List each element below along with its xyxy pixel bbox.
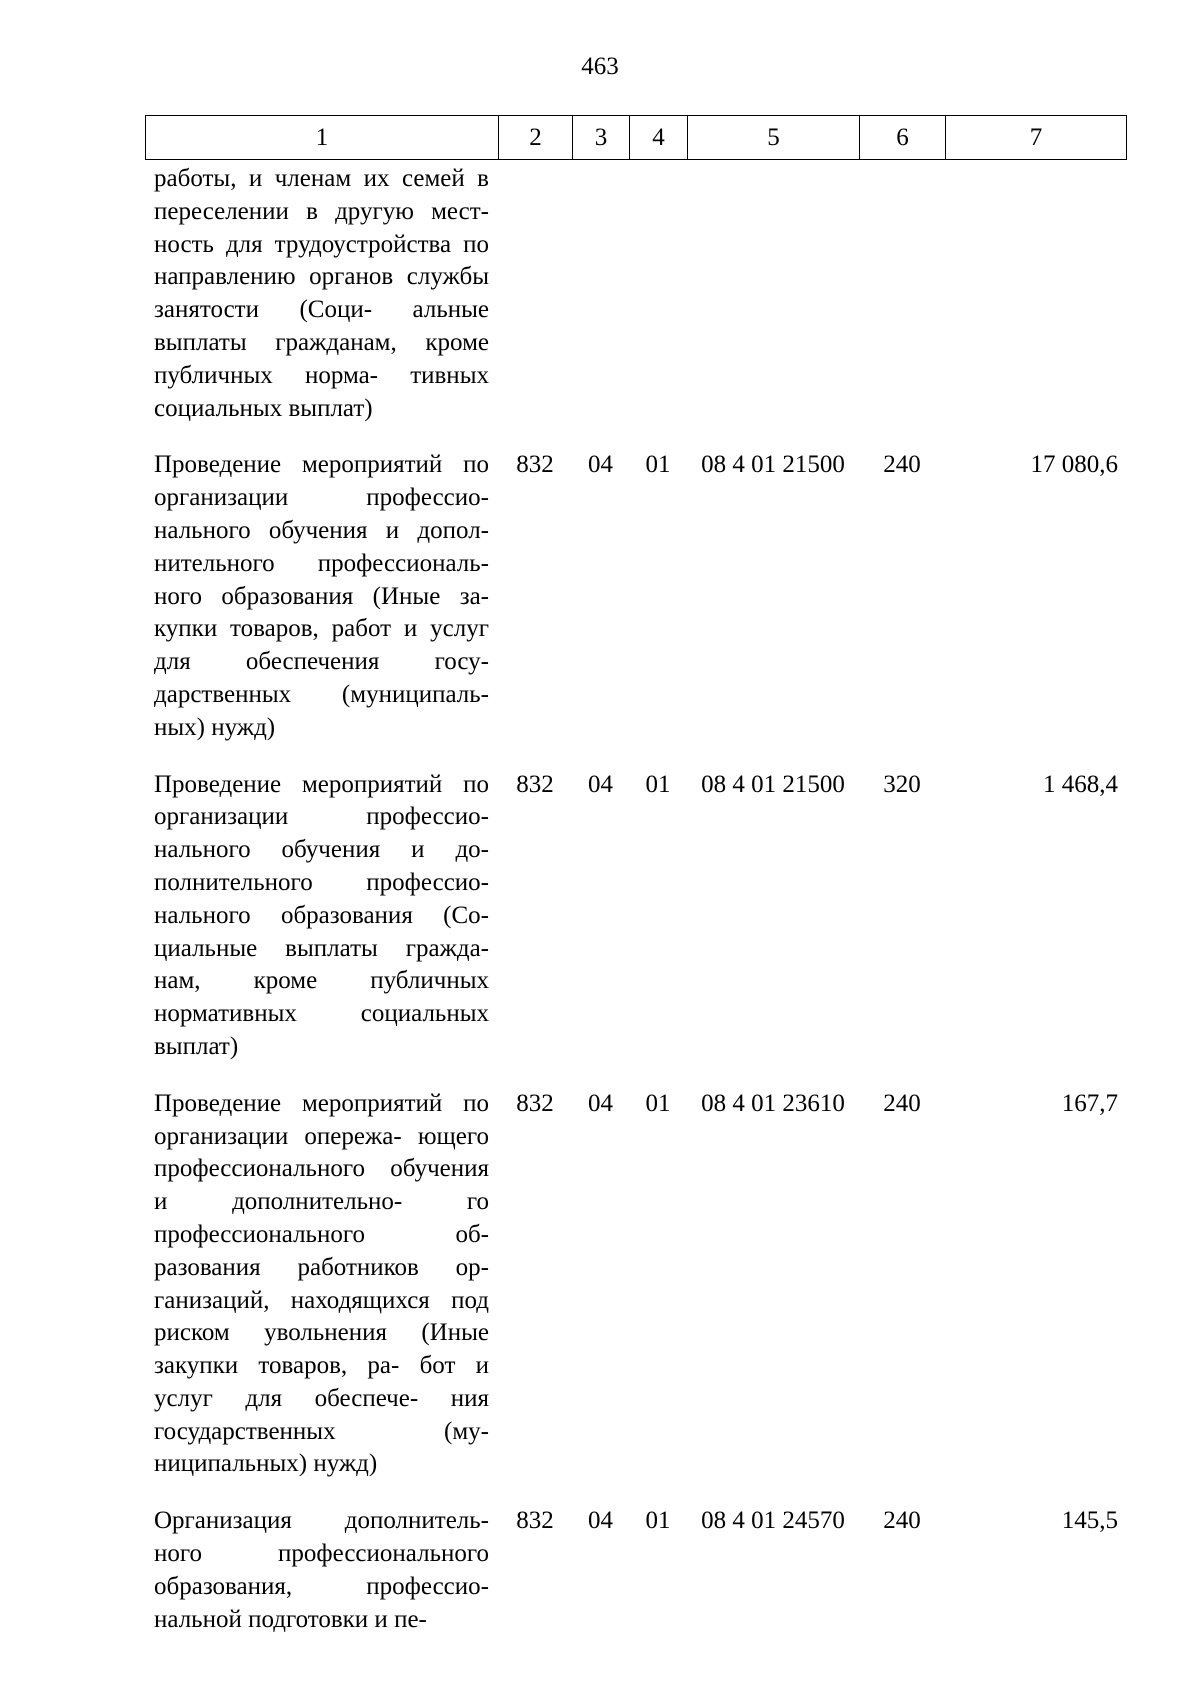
description-line: нам, кроме публичных (154, 967, 489, 995)
column-header-4: 4 (630, 116, 688, 160)
subsection-code: 01 (645, 1507, 671, 1535)
section-code: 04 (588, 1089, 613, 1117)
ministry-code: 832 (516, 451, 554, 479)
description-line: циальные выплаты гражда- (154, 934, 489, 962)
description-line: переселении в другую мест- (154, 197, 489, 225)
description-line: бот и услуг для обеспече- (154, 1352, 490, 1412)
target-article-code: 08 4 01 21500 (701, 770, 845, 798)
description-line: Проведение мероприятий по (154, 451, 489, 479)
description-line: Организация дополнитель- (154, 1507, 489, 1535)
column-header-3: 3 (573, 116, 630, 160)
description-line: разования работников ор- (154, 1253, 489, 1281)
description-line: услуг для обеспечения госу- (154, 615, 489, 676)
description-line: нального обучения и до- (154, 836, 489, 864)
section-code: 04 (588, 770, 613, 798)
expense-type-code: 240 (883, 1089, 921, 1117)
column-header-6: 6 (860, 116, 946, 160)
description-line: альные выплаты гражданам, (154, 296, 489, 356)
target-article-code: 08 4 01 24570 (701, 1507, 845, 1535)
column-header-row (146, 116, 1127, 160)
description-line: под риском увольнения (154, 1286, 489, 1347)
subsection-code: 01 (645, 451, 671, 479)
table-row (145, 769, 1126, 1064)
description-line: ющего профессионального (154, 1122, 490, 1183)
description-line: (Иные закупки товаров, ра- (154, 1319, 490, 1380)
description-line: работы, и членам их семей в (154, 165, 489, 192)
description-line: ных) нужд) (154, 713, 276, 741)
description-line: ниципальных) нужд) (154, 1450, 378, 1478)
ministry-code: 832 (516, 770, 554, 798)
column-header-table (145, 115, 1127, 160)
description-line: ность для трудоустройства (154, 230, 452, 258)
amount: 145,5 (1061, 1507, 1118, 1535)
description-line: обучения и дополнительно- (154, 1155, 489, 1216)
table-row (145, 1088, 1126, 1482)
amount: 17 080,6 (1030, 451, 1118, 479)
column-header-2: 2 (499, 116, 573, 160)
description-line: ния государственных (му- (154, 1384, 490, 1445)
row-description (145, 1505, 498, 1636)
description-line: организации профессио- (154, 484, 489, 512)
amount: 167,7 (1061, 1089, 1118, 1117)
description-line: купки товаров, работ и (154, 615, 418, 643)
row-description (145, 163, 498, 425)
ministry-code: 832 (516, 1507, 554, 1535)
amount: 1 468,4 (1043, 770, 1118, 798)
description-line: ного образования (Иные за- (154, 582, 489, 610)
description-line: Проведение мероприятий (154, 1089, 443, 1117)
ministry-code: 832 (516, 1089, 554, 1117)
description-line: кроме публичных норма- (154, 328, 489, 389)
column-header-7: 7 (946, 116, 1127, 160)
expense-type-code: 240 (883, 451, 921, 479)
description-line: ганизаций, находящихся (154, 1286, 430, 1314)
description-line: нального образования (Со- (154, 901, 489, 929)
description-line: дарственных (муниципаль- (154, 680, 489, 708)
description-line: Проведение мероприятий по (154, 770, 489, 798)
description-line: го профессионального об- (154, 1188, 489, 1248)
description-line: образования, профессио- (154, 1572, 489, 1600)
description-line: по организации опережа- (154, 1089, 489, 1150)
table-row (145, 1505, 1126, 1636)
section-code: 04 (588, 451, 613, 479)
description-line: службы занятости (Соци- (154, 263, 489, 324)
table-row (145, 449, 1126, 744)
description-line: нального обучения и допол- (154, 516, 489, 544)
table-body (145, 163, 1126, 1660)
description-line: нормативных социальных (154, 1000, 489, 1028)
target-article-code: 08 4 01 23610 (701, 1089, 845, 1117)
description-line: ного профессионального (154, 1540, 489, 1568)
row-description (145, 1088, 498, 1482)
expense-type-code: 320 (883, 770, 921, 798)
row-description (145, 449, 498, 744)
description-line: по направлению органов (154, 230, 489, 291)
target-article-code: 08 4 01 21500 (701, 451, 845, 479)
section-code: 04 (588, 1507, 613, 1535)
description-line: нительного профессиональ- (154, 549, 489, 577)
description-line: полнительного профессио- (154, 868, 489, 896)
column-header-5: 5 (688, 116, 860, 160)
description-line: тивных социальных выплат) (154, 361, 489, 422)
description-line: организации профессио- (154, 803, 489, 831)
row-description (145, 769, 498, 1064)
column-header-1: 1 (146, 116, 499, 160)
page-number: 463 (581, 53, 619, 80)
description-line: выплат) (154, 1032, 239, 1060)
description-line: нальной подготовки и пе- (154, 1605, 427, 1633)
expense-type-code: 240 (883, 1507, 921, 1535)
subsection-code: 01 (645, 770, 671, 798)
table-row (145, 163, 1126, 425)
subsection-code: 01 (645, 1089, 671, 1117)
